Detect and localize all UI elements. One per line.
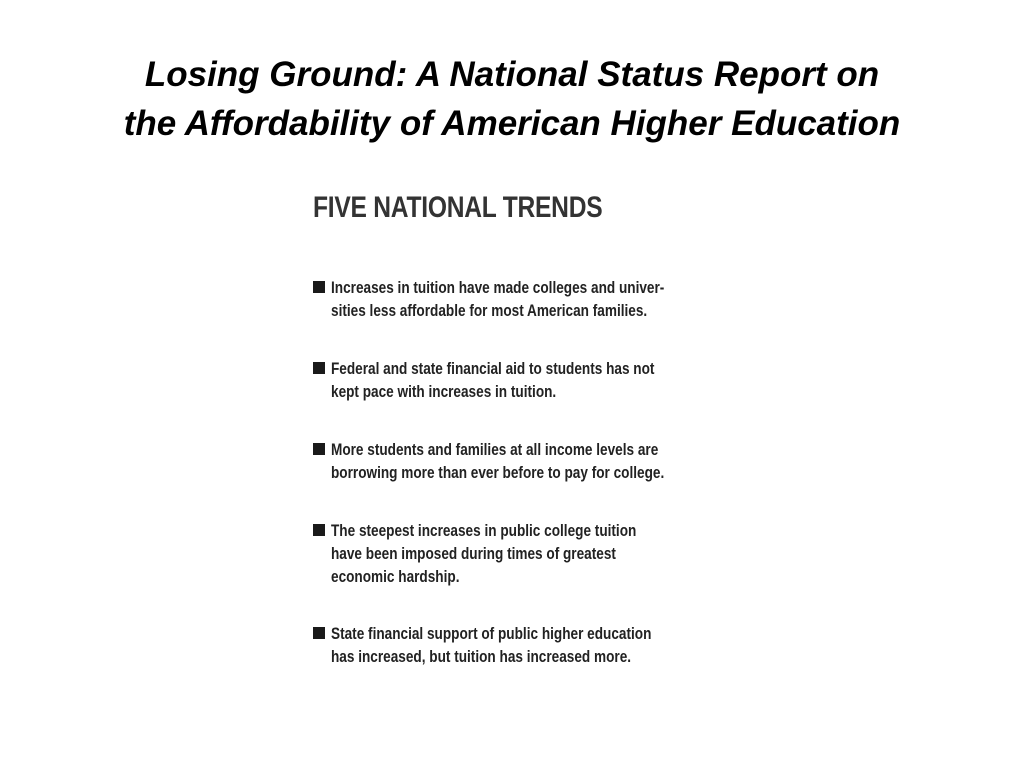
- trend-line: State financial support of public higher education: [331, 624, 652, 643]
- trends-heading: FIVE NATIONAL TRENDS: [313, 191, 603, 224]
- square-bullet-icon: [313, 627, 325, 639]
- slide-title: [0, 50, 1024, 148]
- trend-line: Federal and state financial aid to students has not: [331, 359, 655, 378]
- trend-line: have been imposed during times of greatest: [331, 544, 616, 563]
- square-bullet-icon: [313, 443, 325, 455]
- trend-text-2: [331, 357, 715, 403]
- trend-line: Increases in tuition have made colleges and univer-: [331, 278, 665, 297]
- slide-title-line-1: Losing Ground: A National Status Report on: [144, 55, 880, 94]
- trend-line: has increased, but tuition has increased more.: [331, 647, 632, 666]
- square-bullet-icon: [313, 281, 325, 293]
- trend-line: kept pace with increases in tuition.: [331, 382, 557, 401]
- trend-text-4: [331, 519, 715, 588]
- trend-text-3: [331, 438, 715, 484]
- square-bullet-icon: [313, 524, 325, 536]
- trend-line: economic hardship.: [331, 567, 460, 586]
- trend-line: sities less affordable for most American families.: [331, 301, 648, 320]
- trend-text-1: [331, 276, 715, 322]
- square-bullet-icon: [313, 362, 325, 374]
- trend-text-5: [331, 622, 715, 668]
- trend-line: The steepest increases in public college tuition: [331, 521, 637, 540]
- trend-line: borrowing more than ever before to pay for college.: [331, 463, 665, 482]
- trends-panel: [313, 190, 753, 666]
- trend-line: More students and families at all income levels are: [331, 440, 659, 459]
- slide-title-line-2: the Affordability of American Higher Education: [123, 104, 901, 143]
